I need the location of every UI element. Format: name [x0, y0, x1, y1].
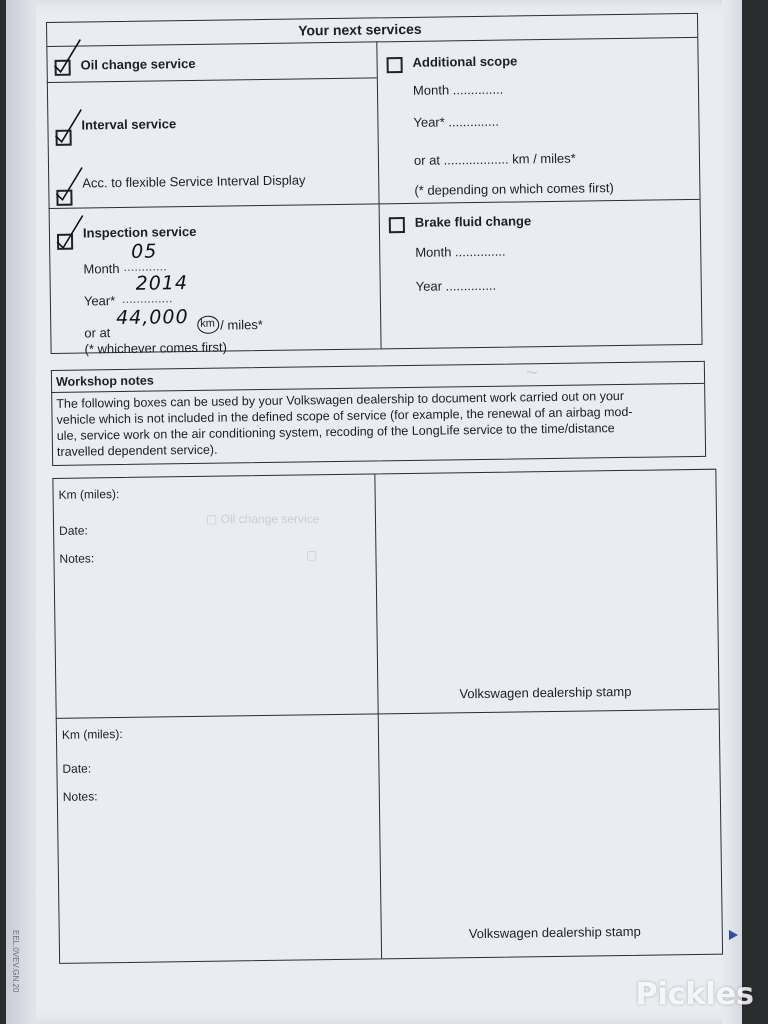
- page-edge: [722, 0, 742, 1024]
- oil-change-label: Oil change service: [80, 55, 196, 73]
- dealership-stamp-label: Volkswagen dealership stamp: [459, 683, 632, 702]
- record-date-label: Date:: [62, 761, 92, 776]
- show-through: ▢ Oil change service: [206, 512, 320, 526]
- brake-month: Month ..............: [415, 243, 506, 260]
- section-title: Your next services: [298, 20, 422, 39]
- inspection-miles-label: / miles*: [220, 317, 263, 333]
- inspection-unit-km: km: [200, 317, 215, 330]
- record-date-label: Date:: [59, 523, 88, 538]
- inspection-at-label: or at: [84, 325, 111, 341]
- margin-code: EEL.0VEV.GN.20: [11, 930, 20, 993]
- inspection-label: Inspection service: [82, 223, 197, 241]
- page-gutter: [6, 0, 36, 1024]
- inspection-checkbox[interactable]: [57, 234, 73, 250]
- flexible-label: Acc. to flexible Service Interval Display: [82, 172, 306, 191]
- inspection-footnote: (* whichever comes first): [84, 339, 227, 357]
- record-notes-label: Notes:: [62, 789, 98, 804]
- brake-fluid-checkbox[interactable]: [389, 217, 405, 233]
- triangle-right-icon: [729, 930, 738, 940]
- additional-year: Year* ..............: [413, 113, 500, 130]
- oil-change-checkbox[interactable]: [55, 60, 71, 76]
- show-through: ~: [526, 362, 538, 384]
- additional-month: Month ..............: [412, 81, 504, 98]
- flexible-checkbox[interactable]: [56, 190, 72, 206]
- interval-label: Interval service: [81, 116, 177, 133]
- show-through: ▢: [306, 548, 318, 562]
- record-km-label: Km (miles):: [58, 487, 120, 502]
- additional-scope-checkbox[interactable]: [387, 57, 403, 73]
- interval-checkbox[interactable]: [56, 130, 72, 146]
- inspection-month-value: 05: [131, 240, 158, 263]
- brake-fluid-label: Brake fluid change: [414, 213, 532, 230]
- inspection-month-label: Month: [83, 260, 120, 277]
- inspection-km-value: 44,000: [115, 306, 189, 330]
- dealership-stamp-label: Volkswagen dealership stamp: [468, 923, 641, 942]
- workshop-notes-title: Workshop notes: [55, 373, 154, 389]
- service-book-page: [6, 0, 742, 1024]
- inspection-year-value: 2014: [135, 272, 189, 295]
- inspection-year-label: Year*: [83, 293, 116, 309]
- additional-footnote: (* depending on which comes first): [414, 180, 614, 198]
- record-km-label: Km (miles):: [61, 727, 123, 742]
- pickles-watermark: Pickles: [635, 977, 754, 1012]
- additional-at: or at .................. km / miles*: [413, 150, 576, 168]
- brake-year: Year ..............: [415, 277, 497, 294]
- workshop-notes-text: The following boxes can be used by your Volkswagen dealership to document work carried out on your vehicle which is not included in the defined scope of service (for example, the renewal of an airbag mod- ule, service work on the air conditioning system, recoding of the LongLife service to the time/distance travelled dependent service).: [56, 388, 633, 459]
- record-notes-label: Notes:: [59, 551, 95, 566]
- service-form: Your next services Oil change service Interval service Acc. to flexible Service Interval Display Inspection service Month ............ 05 Year* .............. 2014 or at 44,000 km / miles* (* whichever comes first) Additional scope Month .............. Year* .............. or at .................. km / miles* (* depending on which comes first) Brake fluid change Month .............. Year .............. Workshop notes The following boxes can be used by your Volkswagen dealership to document work carried out on your vehicle which is not included in the defined scope of service (for example, the renewal of an airbag mod- ule, service work on the air conditioning system, recoding of the LongLife service to the time/distance travelled dependent service). Km (miles): Date: Notes: Volkswagen dealership stamp Km (miles): Date: Notes: Volkswagen dealership stamp: [46, 13, 715, 972]
- additional-scope-label: Additional scope: [412, 53, 518, 70]
